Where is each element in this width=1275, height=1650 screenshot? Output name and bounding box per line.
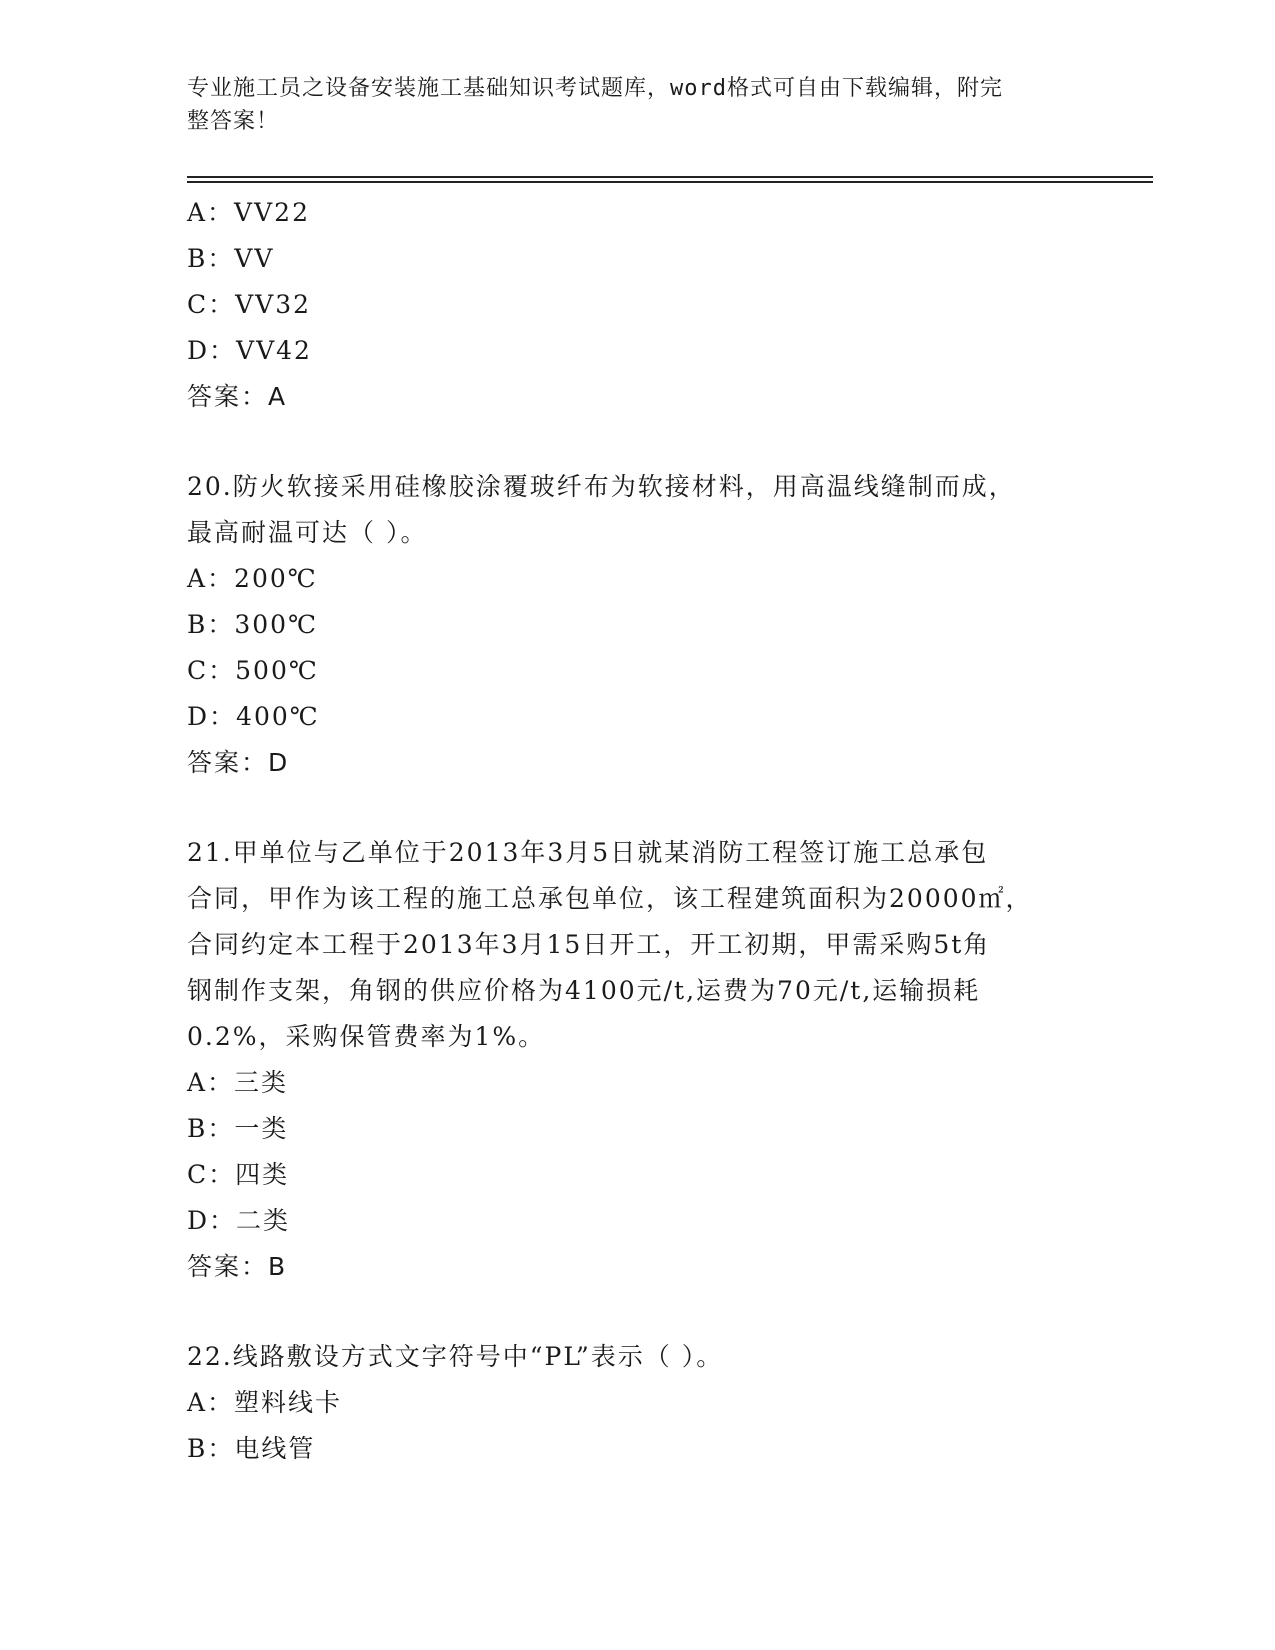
question-22 (187, 1334, 1087, 1472)
question-19 (187, 190, 1087, 420)
option-b: B：VV (187, 244, 275, 273)
answer: 答案：B (187, 1252, 288, 1281)
answer: 答案：A (187, 382, 288, 411)
option-a: A：塑料线卡 (187, 1388, 343, 1417)
option-c: C：500℃ (187, 656, 319, 685)
option-d: D：400℃ (187, 702, 320, 731)
question-stem-line: 钢制作支架，角钢的供应价格为4100元/t,运费为70元/t,运输损耗 (187, 976, 981, 1005)
question-20 (187, 464, 1087, 786)
option-c: C：VV32 (187, 290, 312, 319)
question-21 (187, 830, 1087, 1290)
option-c: C：四类 (187, 1160, 290, 1189)
question-stem-line: 最高耐温可达（ ）。 (187, 518, 428, 547)
option-d: D：VV42 (187, 336, 312, 365)
header-divider-bottom (187, 181, 1153, 183)
question-stem-line: 21.甲单位与乙单位于2013年3月5日就某消防工程签订施工总承包 (187, 838, 989, 867)
option-b: B：300℃ (187, 610, 319, 639)
option-d: D：二类 (187, 1206, 291, 1235)
spacer (187, 1290, 1087, 1334)
option-a: A：VV22 (187, 198, 310, 227)
document-header (187, 72, 1067, 138)
spacer (187, 786, 1087, 830)
spacer (187, 420, 1087, 464)
header-line-2: 整答案！ (187, 109, 280, 134)
header-divider-top (187, 176, 1153, 178)
question-stem-line: 0.2%，采购保管费率为1%。 (187, 1022, 546, 1051)
header-line-1: 专业施工员之设备安装施工基础知识考试题库，word格式可自由下载编辑，附完 (187, 76, 1003, 101)
answer: 答案：D (187, 748, 290, 777)
question-stem-line: 22.线路敷设方式文字符号中“PL”表示（ ）。 (187, 1342, 724, 1371)
option-b: B：电线管 (187, 1434, 316, 1463)
option-b: B：一类 (187, 1114, 289, 1143)
option-a: A：200℃ (187, 564, 318, 593)
option-a: A：三类 (187, 1068, 289, 1097)
question-list (187, 190, 1087, 1472)
question-stem-line: 20.防火软接采用硅橡胶涂覆玻纤布为软接材料，用高温线缝制而成， (187, 472, 1016, 501)
question-stem-line: 合同约定本工程于2013年3月15日开工，开工初期，甲需采购5t角 (187, 930, 991, 959)
question-stem-line: 合同，甲作为该工程的施工总承包单位，该工程建筑面积为20000㎡， (187, 884, 1033, 913)
